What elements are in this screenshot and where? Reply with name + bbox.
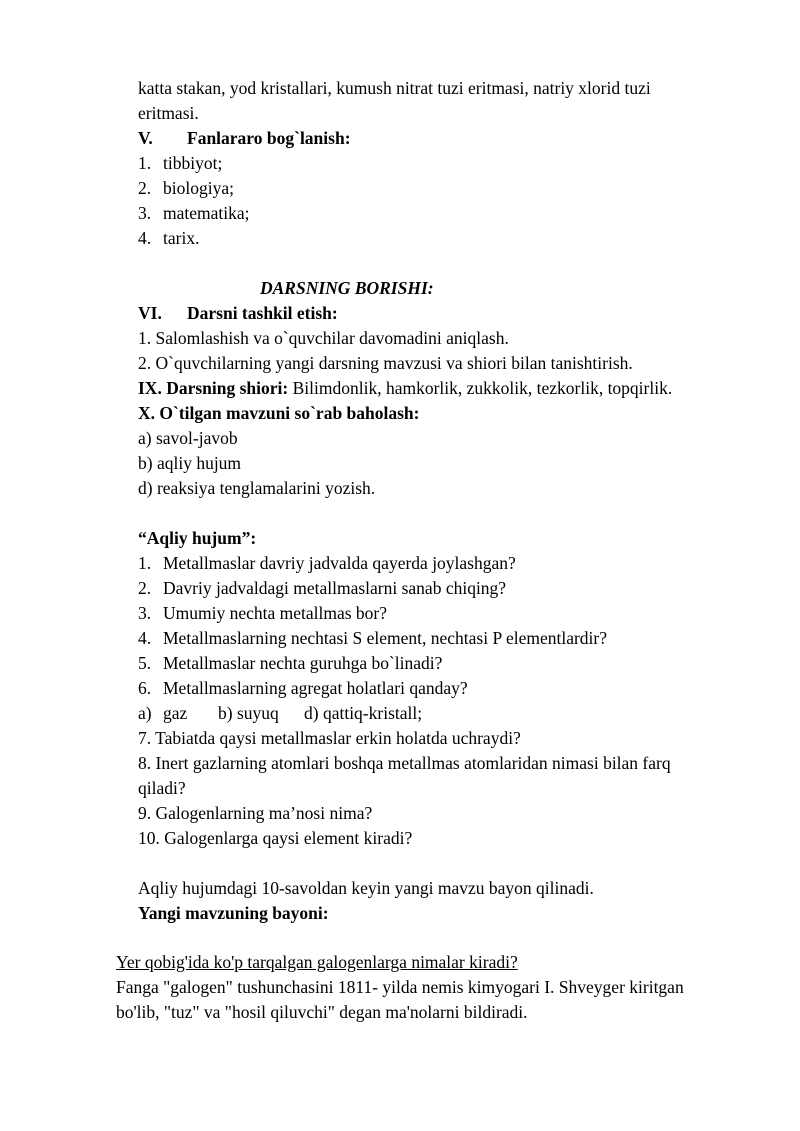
question-number: 2.: [138, 578, 152, 598]
state-d: d) qattiq-kristall;: [304, 703, 423, 723]
question-text: Umumiy nechta metallmas bor?: [163, 603, 388, 623]
question-10: 10. Galogenlarga qaysi element kiradi?: [138, 828, 413, 848]
state-b: b) suyuq: [218, 703, 279, 723]
lesson-heading: DARSNING BORISHI:: [260, 278, 434, 298]
question-7: 7. Tabiatda qaysi metallmaslar erkin holatda uchraydi?: [138, 728, 521, 748]
section-v-heading: [138, 126, 351, 151]
intro-line-1: katta stakan, yod kristallari, kumush nitrat tuzi eritmasi, natriy xlorid tuzi: [138, 78, 651, 98]
question-text: Davriy jadvaldagi metallmaslarni sanab chiqing?: [163, 578, 507, 598]
list-number: 3.: [138, 203, 152, 223]
section-ix-text: Bilimdonlik, hamkorlik, zukkolik, tezkorlik, topqirlik.: [288, 378, 673, 398]
list-text: matematika;: [163, 203, 250, 223]
section-vi-heading: [138, 301, 338, 326]
final-question: Yer qobig'ida ko'p tarqalgan galogenlarga nimalar kiradi?: [116, 952, 518, 972]
final-paragraph-line-2: bo'lib, "tuz" va "hosil qiluvchi" degan ma'nolarni bildiradi.: [116, 1002, 528, 1022]
assess-method: a) savol-javob: [138, 428, 238, 448]
section-x-heading: X. O`tilgan mavzuni so`rab baholash:: [138, 403, 420, 423]
question-number: 4.: [138, 628, 152, 648]
question-text: Metallmaslarning nechtasi S element, nechtasi P elementlardir?: [163, 628, 607, 648]
question-9: 9. Galogenlarning ma’nosi nima?: [138, 803, 373, 823]
question-item: [138, 551, 516, 576]
list-number: 4.: [138, 228, 152, 248]
question-number: 5.: [138, 653, 152, 673]
new-topic-heading: Yangi mavzuning bayoni:: [138, 903, 329, 923]
section-v-number: V.: [138, 128, 153, 148]
assess-method: b) aqliy hujum: [138, 453, 242, 473]
brainstorm-title: “Aqliy hujum”:: [138, 528, 257, 548]
section-vi-title: Darsni tashkil etish:: [187, 303, 338, 323]
question-number: 1.: [138, 553, 152, 573]
section-ix-label: IX. Darsning shiori:: [138, 378, 289, 398]
section-v-title: Fanlararo bog`lanish:: [187, 128, 351, 148]
question-text: Metallmaslarning agregat holatlari qanday?: [163, 678, 468, 698]
state-a-text: gaz: [163, 703, 188, 723]
final-paragraph-line-1: Fanga "galogen" tushunchasini 1811- yilda nemis kimyogari I. Shveyger kiritgan: [116, 977, 684, 997]
org-step: 1. Salomlashish va o`quvchilar davomadini aniqlash.: [138, 328, 509, 348]
question-number: 6.: [138, 678, 152, 698]
question-8-line-2: qiladi?: [138, 778, 186, 798]
list-text: tarix.: [163, 228, 200, 248]
question-text: Metallmaslar nechta guruhga bo`linadi?: [163, 653, 443, 673]
assess-method: d) reaksiya tenglamalarini yozish.: [138, 478, 376, 498]
list-text: biologiya;: [163, 178, 234, 198]
list-item: [138, 151, 222, 176]
question-8-line-1: 8. Inert gazlarning atomlari boshqa metallmas atomlaridan nimasi bilan farq: [138, 753, 671, 773]
question-item: [138, 676, 468, 701]
question-text: Metallmaslar davriy jadvalda qayerda joylashgan?: [163, 553, 516, 573]
section-vi-number: VI.: [138, 303, 162, 323]
list-text: tibbiyot;: [163, 153, 223, 173]
states-line: [138, 701, 422, 726]
question-number: 3.: [138, 603, 152, 623]
state-a-letter: a): [138, 703, 152, 723]
question-item: [138, 601, 387, 626]
question-item: [138, 576, 506, 601]
list-item: [138, 226, 199, 251]
list-number: 2.: [138, 178, 152, 198]
list-number: 1.: [138, 153, 152, 173]
org-step: 2. O`quvchilarning yangi darsning mavzusi va shiori bilan tanishtirish.: [138, 353, 633, 373]
intro-line-2: eritmasi.: [138, 103, 199, 123]
list-item: [138, 176, 234, 201]
question-item: [138, 626, 607, 651]
section-ix-line: [138, 376, 672, 401]
list-item: [138, 201, 250, 226]
question-item: [138, 651, 442, 676]
transition-text: Aqliy hujumdagi 10-savoldan keyin yangi mavzu bayon qilinadi.: [138, 878, 594, 898]
